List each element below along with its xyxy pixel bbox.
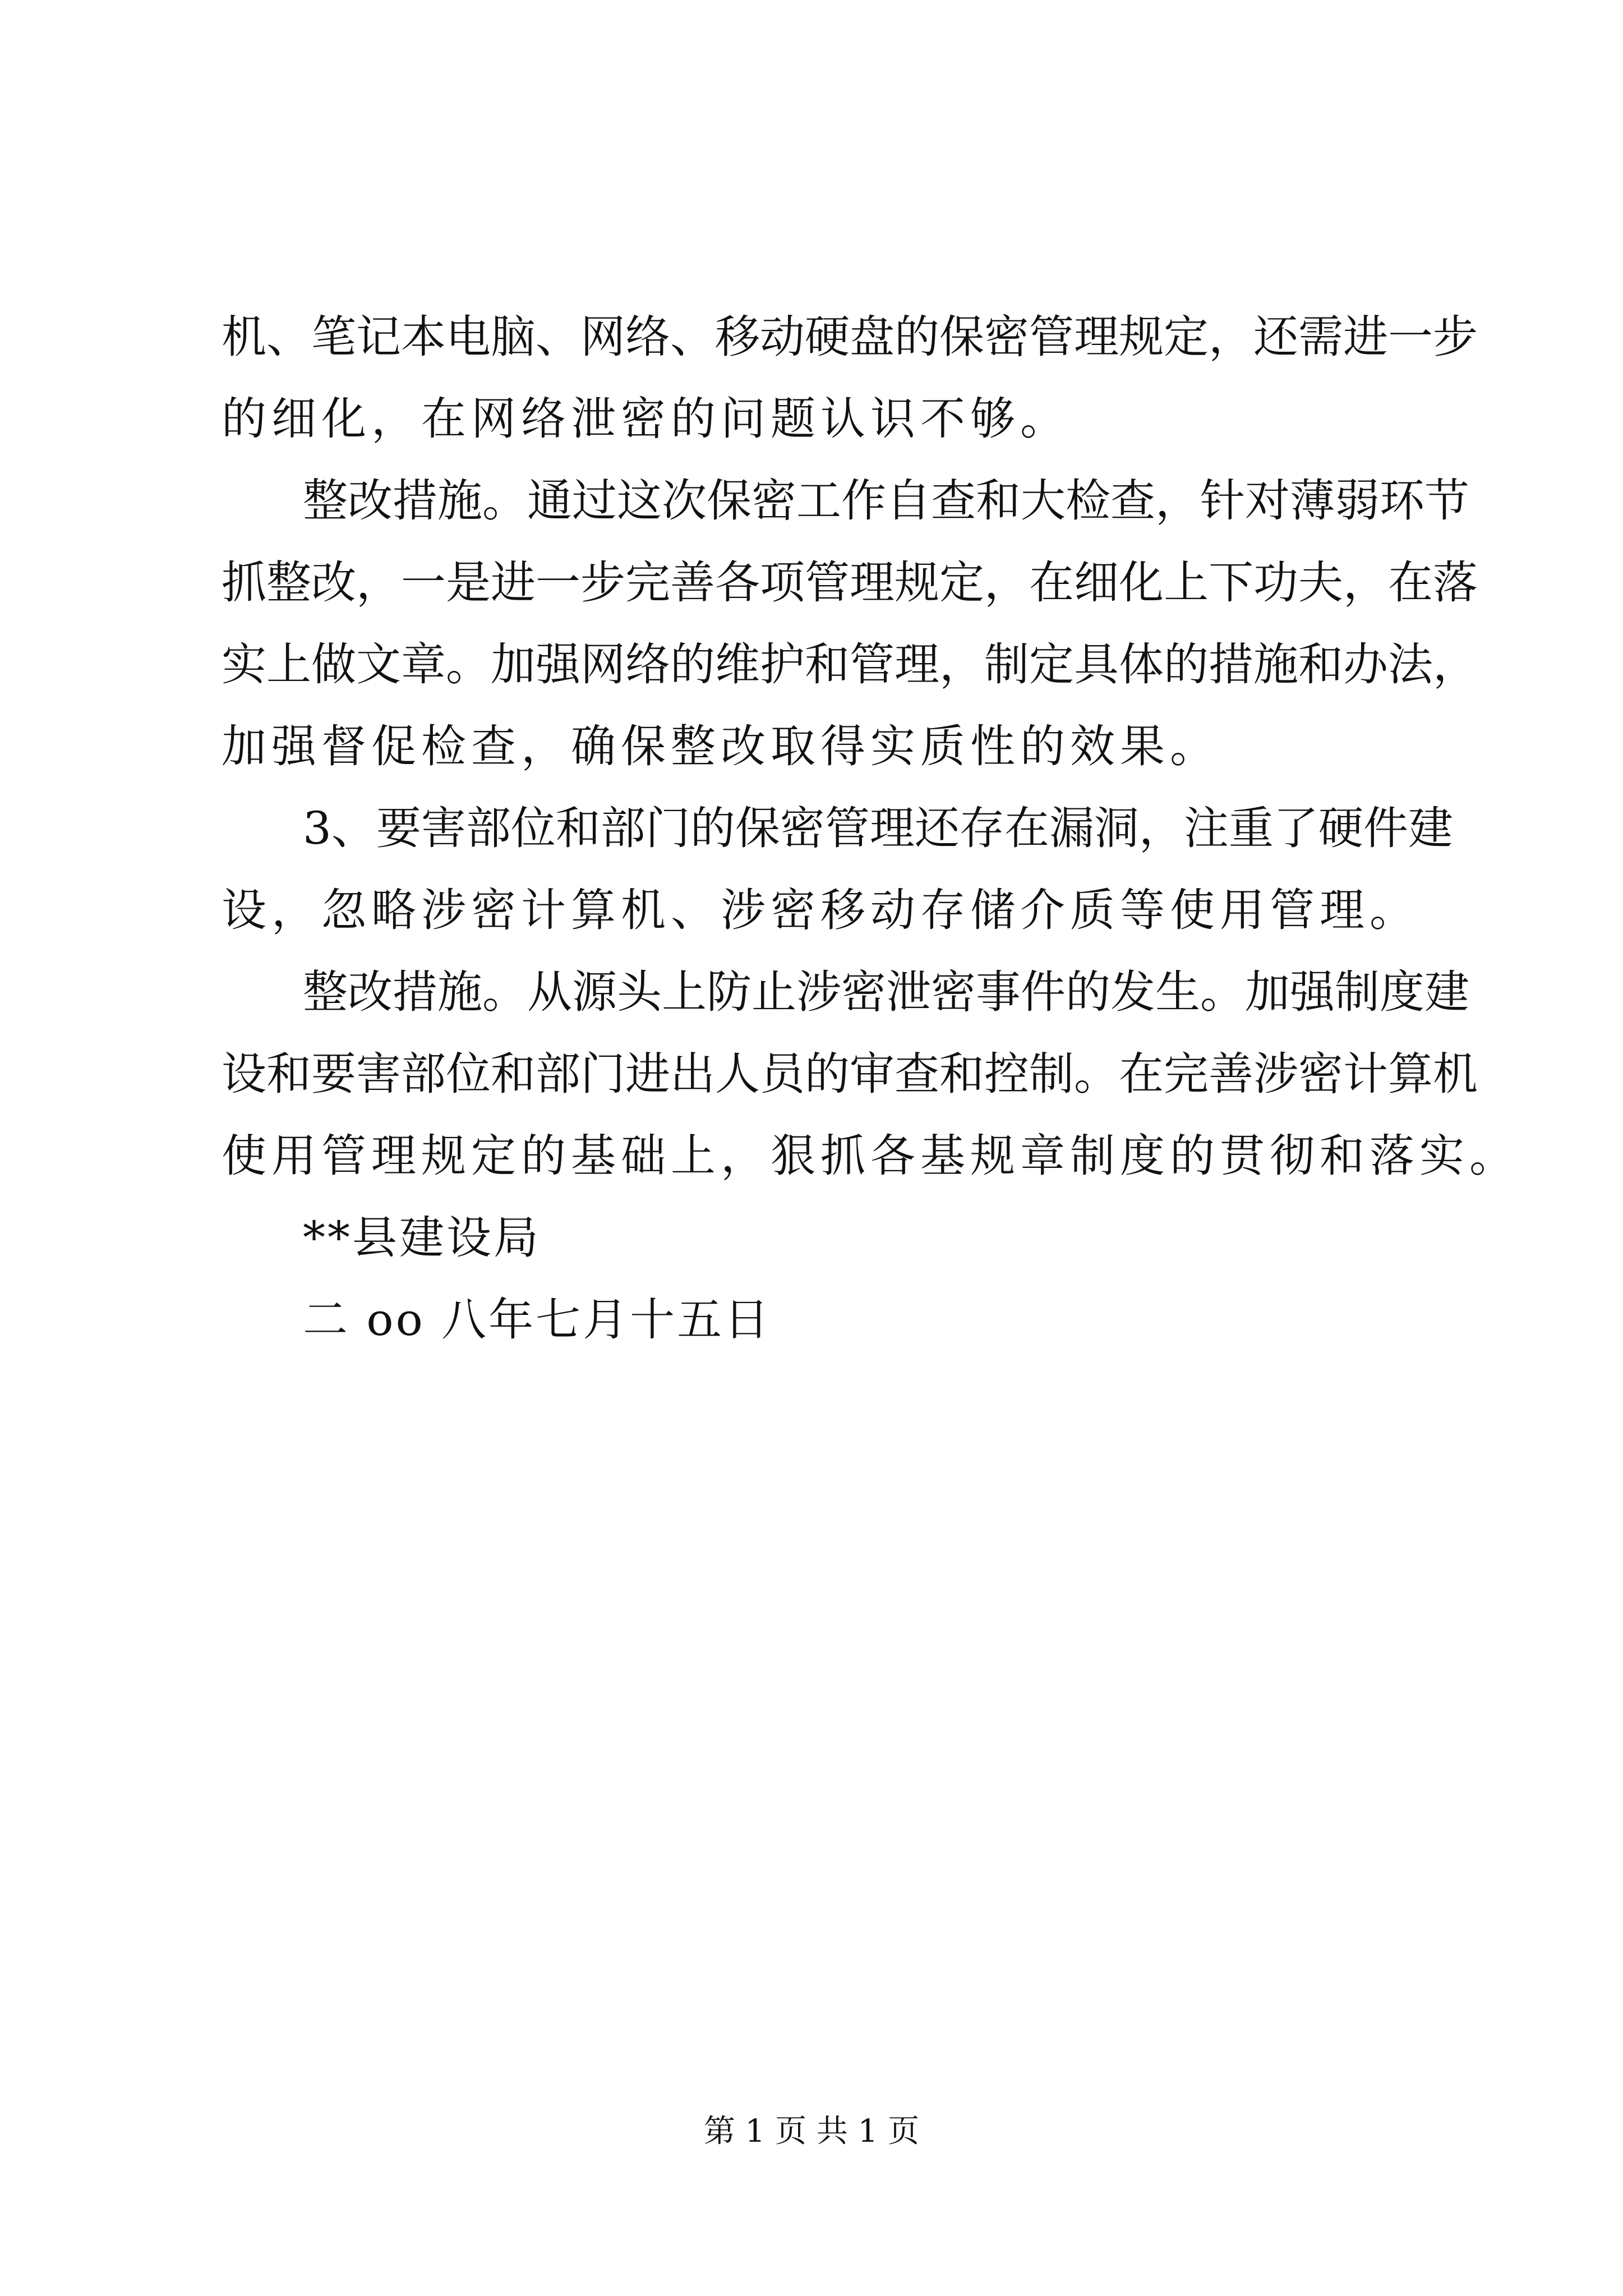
signature-date: 二 oo 八年七月十五日 bbox=[303, 1294, 772, 1346]
text-line: 机、笔记本电脑、网络、移动硬盘的保密管理规定，还需进一步 bbox=[222, 311, 1478, 363]
text-line: 整改措施。从源头上防止涉密泄密事件的发生。加强制度建 bbox=[303, 966, 1469, 1018]
paragraph-3 bbox=[222, 788, 1453, 951]
text-line: 3、要害部位和部门的保密管理还存在漏洞，注重了硬件建 bbox=[303, 802, 1453, 854]
signature-organization: **县建设局 bbox=[303, 1212, 541, 1264]
text-line: 使用管理规定的基础上，狠抓各基规章制度的贯彻和落实。 bbox=[222, 1130, 1519, 1182]
text-line: 加强督促检查，确保整改取得实质性的效果。 bbox=[222, 720, 1220, 772]
text-line: 实上做文章。加强网络的维护和管理，制定具体的措施和办法， bbox=[222, 638, 1478, 691]
text-line: 设和要害部位和部门进出人员的审查和控制。在完善涉密计算机 bbox=[222, 1048, 1478, 1100]
paragraph-4 bbox=[222, 951, 1519, 1197]
text-line: 整改措施。通过这次保密工作自查和大检查，针对薄弱环节 bbox=[303, 475, 1469, 527]
paragraph-1 bbox=[222, 296, 1478, 460]
page-number-footer: 第 1 页 共 1 页 bbox=[703, 2113, 920, 2150]
text-line: 抓整改，一是进一步完善各项管理规定，在细化上下功夫，在落 bbox=[222, 556, 1478, 609]
paragraph-2 bbox=[222, 460, 1478, 788]
text-line: 的细化，在网络泄密的问题认识不够。 bbox=[222, 393, 1070, 445]
text-line: 设，忽略涉密计算机、涉密移动存储介质等使用管理。 bbox=[222, 884, 1419, 936]
document-body bbox=[222, 296, 1519, 1361]
